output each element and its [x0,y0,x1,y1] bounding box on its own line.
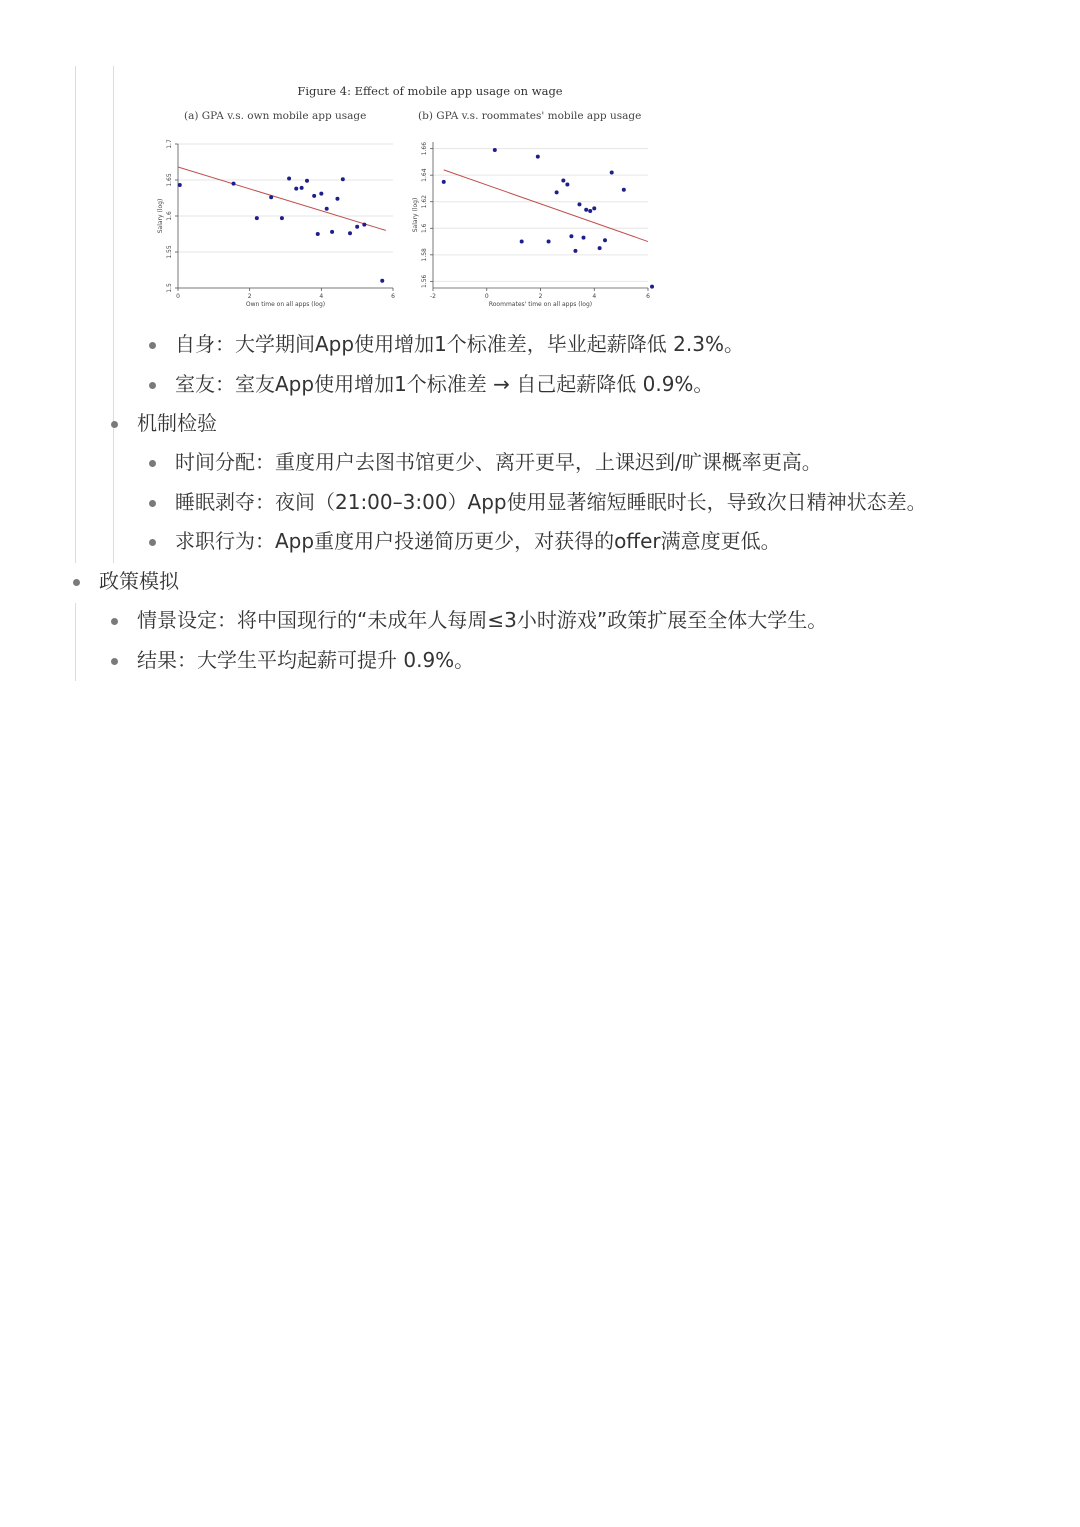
panel-a-title: (a) GPA v.s. own mobile app usage [184,110,367,122]
outline-guide-line-outer-2 [75,603,76,681]
y-tick-label: 1.7 [166,139,173,149]
y-tick-label: 1.64 [421,168,428,182]
figure-caption: Figure 4: Effect of mobile app usage on wage [297,84,563,98]
y-tick-label: 1.58 [421,248,428,262]
mechanism-list [175,443,927,562]
policy-heading-list [99,562,179,602]
scatter-point [610,171,614,175]
plot-area [433,142,648,288]
chart-panel-b [406,130,660,315]
scatter-point [555,190,559,194]
scatter-point [598,246,602,250]
scatter-point [325,207,329,211]
list-item-mechanism: 机制检验 [137,404,217,444]
x-axis-label: Own time on all apps (log) [245,301,326,308]
scatter-point [603,238,607,242]
list-item-scenario: 情景设定：将中国现行的“未成年人每周≤3小时游戏”政策扩展至全体大学生。 [137,601,827,641]
x-tick-label: 2 [538,293,543,300]
scatter-point [330,230,334,234]
outline-guide-line-outer-1 [75,66,76,563]
scatter-point [355,225,359,229]
scatter-point [335,197,339,201]
scatter-point [547,240,551,244]
chart-panel-a [150,130,402,315]
x-tick-label: 4 [319,293,324,300]
x-tick-label: -2 [430,293,436,300]
scatter-point [255,216,259,220]
scatter-point [520,240,524,244]
scatter-point [300,186,304,190]
scatter-point [588,209,592,213]
y-tick-label: 1.56 [421,274,428,289]
list-item-time-allocation: 时间分配：重度用户去图书馆更少、离开更早，上课迟到/旷课概率更高。 [175,443,927,483]
scatter-point [650,285,654,289]
y-tick-label: 1.6 [421,223,428,234]
scatter-point [573,249,577,253]
x-tick-label: 4 [592,293,597,300]
scatter-point [348,231,352,235]
y-tick-label: 1.55 [166,245,173,259]
scatter-point [316,232,320,236]
list-item-policy: 政策模拟 [99,562,179,602]
scatter-point [232,182,236,186]
y-tick-label: 1.6 [166,211,173,221]
mechanism-heading-list [137,404,217,444]
scatter-point [442,180,446,184]
list-item-roommate: 室友：室友App使用增加1个标准差 → 自己起薪降低 0.9%。 [175,365,744,405]
scatter-point [577,202,581,206]
list-item-self: 自身：大学期间App使用增加1个标准差，毕业起薪降低 2.3%。 [175,325,744,365]
scatter-point [582,236,586,240]
scatter-point [312,194,316,198]
scatter-point [565,182,569,186]
scatter-point [536,155,540,159]
list-item-job-search: 求职行为：App重度用户投递简历更少，对获得的offer满意度更低。 [175,522,927,562]
scatter-point [362,223,366,227]
y-tick-label: 1.66 [421,141,428,156]
scatter-point [269,195,273,199]
scatter-point [341,177,345,181]
scatter-point [561,178,565,182]
scatter-point [287,177,291,181]
outline-guide-line-inner [113,66,114,563]
x-axis-label: Roommates' time on all apps (log) [488,301,593,308]
figure-4 [150,78,660,323]
x-tick-label: 6 [391,293,395,300]
scatter-point [305,179,309,183]
panel-b-title: (b) GPA v.s. roommates' mobile app usage [418,110,642,122]
scatter-point [569,234,573,238]
x-tick-label: 0 [176,293,180,300]
scatter-point [584,208,588,212]
x-tick-label: 0 [484,293,489,300]
scatter-point [280,216,284,220]
y-axis-label: Salary (log) [157,198,164,234]
policy-list [137,601,827,680]
x-tick-label: 2 [247,293,252,300]
list-item-result: 结果：大学生平均起薪可提升 0.9%。 [137,641,827,681]
scatter-point [592,206,596,210]
scatter-point [380,279,384,283]
y-tick-label: 1.62 [421,195,428,209]
scatter-point [178,183,182,187]
scatter-point [294,187,298,191]
scatter-point [622,188,626,192]
list-item-sleep: 睡眠剥夺：夜间（21:00–3:00）App使用显著缩短睡眠时长，导致次日精神状态差。 [175,483,927,523]
scatter-point [493,148,497,152]
impact-list [175,325,744,404]
y-tick-label: 1.65 [166,173,173,187]
y-tick-label: 1.5 [166,283,173,293]
x-tick-label: 6 [646,293,650,300]
y-axis-label: Salary (log) [412,197,419,233]
scatter-point [319,192,323,196]
